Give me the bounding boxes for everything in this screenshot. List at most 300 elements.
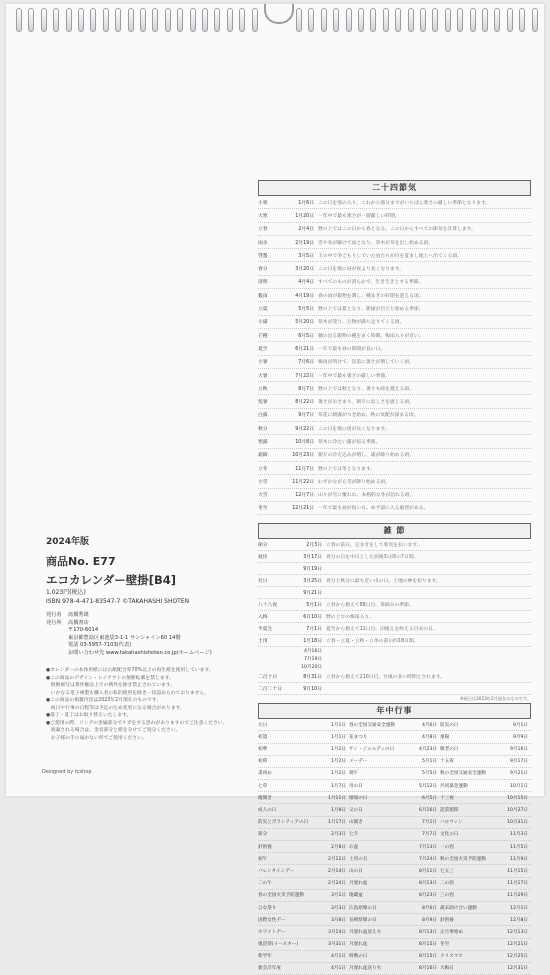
event-date: 11月17日: [507, 881, 528, 887]
event-cell: [440, 941, 531, 947]
event-cell: [349, 965, 440, 971]
sekki-name: 雨水: [258, 240, 268, 246]
sekki-row: [258, 475, 531, 488]
event-date: 12月25日: [507, 954, 528, 960]
event-name: 長崎原爆の日: [349, 917, 377, 923]
sekki-desc: この日を境に昼が夜より長くなります。: [318, 267, 404, 273]
calendar-back-sheet: [6, 4, 544, 972]
zassetsu-date: 6月10日: [303, 615, 322, 621]
sekki-date: 9月7日: [298, 413, 314, 419]
ring-icon: [333, 8, 339, 32]
sekki-desc: 雪や氷が解けて雨となり、草木が芽を出し始める頃。: [318, 240, 434, 246]
event-name: 春の全国火災予防運動: [258, 893, 304, 899]
event-name: 秋の全国交通安全運動: [440, 771, 486, 777]
sekki-desc: 草木が茂り、万物が満ち足りてくる頃。: [318, 320, 405, 326]
event-cell: [440, 929, 531, 935]
sekki-date: 5月20日: [295, 320, 314, 326]
sekki-date: 8月7日: [298, 386, 314, 392]
event-date: 3月3日: [330, 905, 346, 911]
ring-icon: [432, 8, 438, 32]
note-line: ●カレンダーの本体用紙には古紙配合率70%以上の再生紙を使用しています。: [46, 668, 214, 673]
event-date: 1月1日: [330, 734, 346, 740]
event-date: 3月31日: [328, 942, 346, 948]
event-name: 終戦の日: [349, 954, 368, 960]
event-cell: [349, 783, 440, 789]
event-cell: [349, 880, 440, 886]
event-cell: [440, 783, 531, 789]
event-cell: [440, 965, 531, 971]
event-name: 二の酉: [440, 881, 454, 887]
doyo-date: 4月16日: [304, 649, 322, 655]
event-cell: [349, 831, 440, 837]
event-cell: [349, 758, 440, 764]
event-row: [258, 817, 531, 829]
event-cell: [440, 819, 531, 825]
sekki-date: 8月22日: [295, 400, 314, 406]
event-cell: [258, 844, 349, 850]
event-date: 12月21日: [507, 942, 528, 948]
doyo-extra-row: [258, 647, 531, 655]
event-date: 5月5日: [421, 771, 437, 777]
event-cell: [349, 856, 440, 862]
event-date: 1月2日: [330, 759, 346, 765]
ring-icon: [296, 8, 302, 32]
event-name: 初荷: [258, 759, 268, 765]
event-date: 11月5日: [510, 844, 528, 850]
zassetsu-name: 二百十日: [258, 675, 278, 681]
zassetsu-desc: 春分と秋分に最も近い戊の日。土地の神を祀ります。: [326, 579, 441, 585]
event-name: 月遅れ盆送り火: [349, 966, 382, 972]
publisher-key: [46, 642, 68, 650]
ring-icon: [128, 8, 134, 32]
sekki-row: [258, 329, 531, 342]
zassetsu-row: [258, 575, 531, 587]
event-cell: [440, 746, 531, 752]
zassetsu-name: 入梅: [258, 615, 268, 621]
event-name: お盆: [349, 844, 359, 850]
event-name: 山の日: [349, 868, 363, 874]
sekki-date: 4月4日: [298, 280, 314, 286]
event-cell: [258, 905, 349, 911]
event-name: 七夕: [349, 832, 359, 838]
event-cell: [349, 807, 440, 813]
event-name: 針供養: [258, 844, 272, 850]
sekki-row: [258, 196, 531, 209]
event-cell: [258, 917, 349, 923]
sekki-name: 啓蟄: [258, 253, 268, 259]
event-date: 2月12日: [328, 856, 346, 862]
event-row: [258, 719, 531, 731]
note-line: いかなる電子複製も購入者の私的使用を除き一切認められておりません。: [46, 690, 210, 696]
ring-icon: [395, 8, 401, 32]
sekki-name: 立冬: [258, 466, 268, 472]
ring-icon: [103, 8, 109, 32]
ring-icon: [445, 8, 451, 32]
zassetsu-row: [258, 671, 531, 683]
event-name: 大晦日: [440, 966, 454, 972]
sekki-row: [258, 382, 531, 395]
publisher-value: お問い合わせ先 www.takahashishoten.co.jp(ホームページ): [68, 649, 212, 656]
event-cell: [349, 905, 440, 911]
publisher-value: 髙橋秀雄: [68, 612, 89, 618]
doyo-extra-row: [258, 655, 531, 663]
event-row: [258, 878, 531, 890]
publisher-value: 東京都豊島区東池袋3-1-1 サンシャイン60 14階: [68, 634, 181, 641]
event-cell: [440, 831, 531, 837]
note-line: 祝日や行事の日程等は予定のため変更になる場合があります。: [46, 705, 185, 711]
zassetsu-row: [258, 563, 531, 575]
ring-icon: [252, 8, 258, 32]
sekki-desc: 草木に冷たい露が宿る季節。: [318, 439, 381, 445]
ring-icon: [41, 8, 47, 32]
event-name: 敬老の日: [440, 747, 459, 753]
sekki-row: [258, 342, 531, 355]
ring-icon: [482, 8, 488, 32]
event-date: 9月17日: [510, 759, 528, 765]
event-name: 一の酉: [440, 844, 454, 850]
ring-icon: [420, 8, 426, 32]
sekki-name: 小寒: [258, 200, 268, 206]
sekki-name: 清明: [258, 280, 268, 286]
sekki-name: 秋分: [258, 426, 268, 432]
right-column: [258, 180, 531, 975]
event-date: 2月3日: [330, 832, 346, 838]
event-name: サン・ジョルディの日: [349, 747, 395, 753]
event-name: 十五夜: [440, 759, 454, 765]
isbn: ISBN 978-4-471-83547-7 ©TAKAHASHI SHOTEN: [46, 598, 190, 605]
event-cell: [440, 807, 531, 813]
zassetsu-name: 社日: [258, 579, 268, 585]
product-number: 商品No. E77: [46, 555, 116, 568]
zassetsu-name: 二百二十日: [258, 687, 282, 693]
event-name: 三の酉: [440, 893, 454, 899]
zassetsu-list: [258, 539, 531, 695]
event-name: 防災とボランティアの日: [258, 820, 309, 826]
ring-icon: [370, 8, 376, 32]
event-name: 文化の日: [440, 832, 459, 838]
sekki-row: [258, 302, 531, 315]
sekki-desc: 山々が雪に覆われ、本格的な冬が訪れる頃。: [318, 493, 415, 499]
event-name: 母の日: [349, 783, 363, 789]
event-cell: [349, 819, 440, 825]
event-date: 8月6日: [421, 905, 437, 911]
event-name: 節分: [258, 832, 268, 838]
publisher-line: [46, 620, 251, 628]
sekki-name: 霜降: [258, 453, 268, 459]
ring-icon: [177, 8, 183, 32]
zassetsu-date: 7月1日: [306, 627, 322, 633]
event-date: 8月9日: [421, 917, 437, 923]
ring-icon: [53, 8, 59, 32]
usage-notes: [46, 667, 251, 742]
event-cell: [258, 734, 349, 740]
event-name: 山開き: [349, 820, 363, 826]
event-date: 3月14日: [328, 929, 346, 935]
event-date: 1月2日: [330, 771, 346, 777]
sekki-date: 11月7日: [295, 466, 314, 472]
sekki-row: [258, 369, 531, 382]
ring-icon: [532, 8, 538, 32]
event-cell: [349, 917, 440, 923]
event-name: 読書週間: [440, 808, 459, 814]
event-date: 8月13日: [419, 929, 437, 935]
ring-icon: [239, 8, 245, 32]
edition-label: 2024年版: [46, 537, 90, 547]
ring-icon: [308, 8, 314, 32]
event-cell: [440, 905, 531, 911]
event-row: [258, 841, 531, 853]
sekki-desc: 暦の上では秋となり、暑さも峠を越える頃。: [318, 386, 414, 392]
event-date: 3月8日: [330, 917, 346, 923]
event-name: 書初め: [258, 771, 272, 777]
ring-icon: [346, 8, 352, 32]
event-name: 冬至: [440, 942, 450, 948]
event-cell: [440, 880, 531, 886]
event-cell: [258, 965, 349, 971]
event-date: 12月31日: [507, 966, 528, 972]
ring-icon: [140, 8, 146, 32]
sekki-row: [258, 409, 531, 422]
event-name: 新学年: [258, 954, 272, 960]
event-name: 父の日: [349, 808, 363, 814]
zassetsu-note: ※祝日は2023年2月現在のものです。: [460, 696, 531, 702]
event-date: 5月1日: [421, 759, 437, 765]
event-row: [258, 731, 531, 743]
zassetsu-date: 2月3日: [306, 543, 322, 549]
event-name: 針供養: [440, 917, 454, 923]
sekki-row: [258, 249, 531, 262]
event-date: 11月15日: [507, 868, 528, 874]
sekki-name: 小満: [258, 320, 268, 326]
sekki-date: 1月6日: [298, 200, 314, 206]
sekki-row: [258, 462, 531, 475]
event-cell: [440, 917, 531, 923]
sekki-desc: 穂の出る穀物の種をまく時期。梅雨入りが近い。: [318, 333, 424, 339]
zassetsu-name: 彼岸: [258, 555, 268, 561]
sekki-name: 立春: [258, 227, 268, 233]
event-name: 共同募金運動: [440, 783, 468, 789]
publisher-info: [46, 612, 251, 657]
event-cell: [258, 770, 349, 776]
sekki-name: 白露: [258, 413, 268, 419]
sekki-desc: 一年中で最も暑さの厳しい季節。: [318, 373, 390, 379]
ring-icon: [358, 8, 364, 32]
event-row: [258, 756, 531, 768]
event-date: 4月1日: [330, 954, 346, 960]
event-name: 初夢: [258, 747, 268, 753]
price: 1,023円(税込): [46, 589, 86, 596]
publisher-key: [46, 627, 68, 635]
event-date: 11月29日: [507, 893, 528, 899]
event-cell: [258, 880, 349, 886]
sekki-name: 寒露: [258, 439, 268, 445]
event-date: 9月1日: [512, 722, 528, 728]
zassetsu-header: 雑 節: [258, 523, 531, 539]
sekki-desc: 草花に朝露がつき始め、秋の気配が深まる頃。: [318, 413, 419, 419]
event-name: 七五三: [440, 868, 454, 874]
zassetsu-date: 1月18日: [303, 639, 322, 645]
event-date: 1月1日: [330, 722, 346, 728]
sekki-name: 大寒: [258, 213, 268, 219]
sekki-name: 穀雨: [258, 293, 268, 299]
sekki-desc: わずかながら雪が降り始める頃。: [318, 479, 390, 485]
event-date: 1月2日: [330, 747, 346, 753]
sekki-date: 3月5日: [298, 253, 314, 259]
zassetsu-date: 5月1日: [306, 603, 322, 609]
zassetsu-desc: 立春から数えて210日目。台風の多い時期とされます。: [326, 675, 446, 681]
publisher-value: 〒170-6014: [68, 627, 99, 633]
sekki-row: [258, 356, 531, 369]
event-row: [258, 829, 531, 841]
publisher-key: 発行所: [46, 619, 62, 626]
event-cell: [258, 941, 349, 947]
sekki-row: [258, 489, 531, 502]
event-date: 7月1日: [421, 820, 437, 826]
event-date: 12月1日: [510, 905, 528, 911]
zassetsu-desc: 夏至から数えて11日目。田植えを終える目安の日。: [326, 627, 438, 633]
zassetsu-row: [258, 599, 531, 611]
event-name: ハロウィン: [440, 820, 463, 826]
sekki-desc: この日を寒の入り。これから節分までがいちばん寒さの厳しい季節となります。: [318, 200, 491, 206]
event-cell: [258, 929, 349, 935]
publisher-line: [46, 650, 251, 658]
sekki-name: 夏至: [258, 346, 268, 352]
event-date: 11月3日: [510, 832, 528, 838]
event-name: 広島原爆の日: [349, 905, 377, 911]
event-date: 10月1日: [510, 783, 528, 789]
event-cell: [440, 856, 531, 862]
event-cell: [258, 722, 349, 728]
sekki-row: [258, 316, 531, 329]
event-row: [258, 853, 531, 865]
ring-icon: [90, 8, 96, 32]
zassetsu-name: 半夏生: [258, 627, 273, 633]
sekki-row: [258, 422, 531, 435]
zassetsu-date: 8月31日: [303, 675, 322, 681]
event-cell: [349, 722, 440, 728]
note-line: 廃棄される場合は、金具部分と紙を分けてご処分ください。: [46, 728, 181, 733]
event-cell: [258, 856, 349, 862]
zassetsu-row: [258, 539, 531, 551]
sekki-desc: 暦の上ではこの日から春となる。この日からすべての節気を計算します。: [318, 227, 476, 233]
event-date: 10月31日: [507, 820, 528, 826]
event-cell: [440, 758, 531, 764]
event-date: 4月8日: [421, 734, 437, 740]
event-cell: [349, 868, 440, 874]
event-name: 地蔵盆: [349, 893, 363, 899]
sekki-date: 12月21日: [292, 506, 314, 512]
event-cell: [349, 941, 440, 947]
event-cell: [349, 892, 440, 898]
doyo-extra-row: [258, 663, 531, 671]
event-name: 端午: [349, 771, 359, 777]
event-name: 正月事始め: [440, 929, 463, 935]
publisher-value: 高橋書店: [68, 619, 89, 626]
sekki-list: [258, 196, 531, 515]
sekki-desc: 一年で最も昼が短い日。ゆず湯に入る風習がある。: [318, 506, 429, 512]
event-cell: [258, 831, 349, 837]
publisher-value: 電話 03-5957-7103(代表): [68, 642, 132, 648]
zassetsu-desc: 春分の日を中日とした前後3日間の7日間。: [326, 555, 419, 561]
ring-icon: [470, 8, 476, 32]
zassetsu-desc: 暦の上での梅雨入り。: [326, 615, 374, 621]
doyo-date: 10月20日: [301, 665, 322, 671]
sekki-date: 6月5日: [298, 333, 314, 339]
sekki-name: 冬至: [258, 506, 268, 512]
sekki-name: 小暑: [258, 360, 268, 366]
event-name: 防災の日: [440, 722, 459, 728]
event-date: 10月27日: [507, 808, 528, 814]
event-date: 6月5日: [421, 795, 437, 801]
event-date: 7月7日: [421, 832, 437, 838]
event-date: 4月23日: [419, 747, 437, 753]
event-date: 8月13日: [419, 881, 437, 887]
zassetsu-row: [258, 551, 531, 563]
sekki-row: [258, 289, 531, 302]
event-name: 七草: [258, 783, 268, 789]
ring-icon: [165, 8, 171, 32]
sekki-name: 立夏: [258, 307, 268, 313]
publisher-line: [46, 627, 251, 635]
event-date: 12月13日: [507, 929, 528, 935]
event-row: [258, 780, 531, 792]
event-cell: [258, 807, 349, 813]
ring-icon: [16, 8, 22, 32]
sekki-desc: 一年中で最も寒さが一層厳しい時期。: [318, 213, 400, 219]
sekki-row: [258, 502, 531, 515]
event-cell: [440, 770, 531, 776]
sekki-name: 小雪: [258, 479, 268, 485]
event-date: 9月21日: [510, 771, 528, 777]
sekki-date: 6月21日: [295, 346, 314, 352]
event-cell: [258, 892, 349, 898]
zassetsu-row: [258, 587, 531, 599]
sekki-row: [258, 209, 531, 222]
sekki-date: 2月19日: [295, 240, 314, 246]
sekki-row: [258, 449, 531, 462]
publisher-line: [46, 612, 251, 620]
event-name: 初詣: [258, 734, 268, 740]
ring-icon: [457, 8, 463, 32]
sekki-date: 10月23日: [292, 453, 314, 459]
zassetsu-desc: 立春の前日。豆まきをして邪気を払います。: [326, 543, 422, 549]
designed-by: Designed by tcshop: [42, 769, 92, 775]
sekki-name: 芒種: [258, 333, 268, 339]
event-name: メーデー: [349, 759, 368, 765]
sekki-desc: 一年で最も昼の時間が長い日。: [318, 346, 386, 352]
sekki-date: 7月22日: [295, 373, 314, 379]
event-row: [258, 792, 531, 804]
event-date: 9月9日: [512, 734, 528, 740]
event-cell: [258, 746, 349, 752]
event-date: 3月1日: [330, 893, 346, 899]
ring-icon: [507, 8, 513, 32]
event-name: 新会計年度: [258, 966, 281, 972]
sekki-row: [258, 276, 531, 289]
event-date: 2月14日: [328, 868, 346, 874]
event-row: [258, 744, 531, 756]
event-date: 8月23日: [419, 893, 437, 899]
publisher-line: [46, 635, 251, 643]
event-name: 春の全国交通安全運動: [349, 722, 395, 728]
zassetsu-date: 9月21日: [303, 591, 322, 597]
event-name: クリスマス: [440, 954, 463, 960]
event-date: 4月6日: [421, 722, 437, 728]
event-name: 歳末助け合い運動: [440, 905, 477, 911]
event-cell: [349, 746, 440, 752]
event-name: 鏡開き: [258, 795, 272, 801]
publisher-key: [46, 635, 68, 643]
